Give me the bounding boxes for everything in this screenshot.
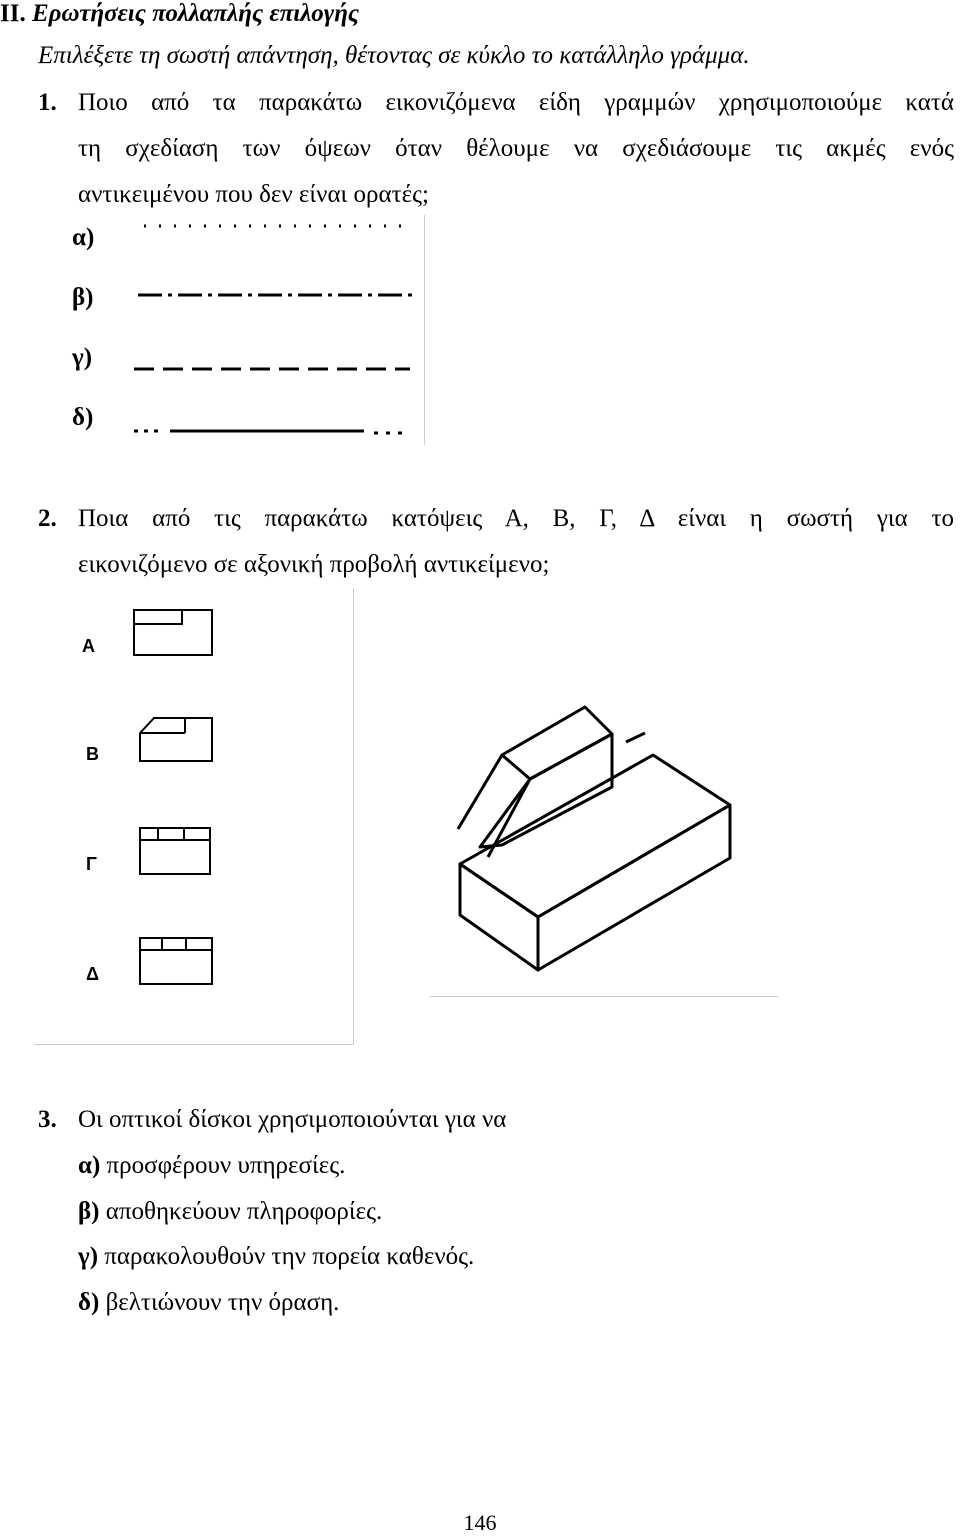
line-types-svg bbox=[126, 215, 424, 445]
section-instruction: Επιλέξετε τη σωστή απάντηση, θέτοντας σε κύκλο το κατάλληλο γράμμα. bbox=[38, 42, 750, 69]
section-title: Ερωτήσεις πολλαπλής επιλογής bbox=[31, 0, 360, 27]
question-3-option-a-text: προσφέρουν υπηρεσίες. bbox=[106, 1152, 346, 1179]
section-number: ΙΙ. bbox=[0, 0, 26, 27]
question-3-option-c bbox=[78, 1243, 474, 1271]
question-2-text-line-1: Ποια από τις παρακάτω κατόψεις Α, Β, Γ, Δ είναι η σωστή για το bbox=[78, 505, 954, 532]
question-3-option-b bbox=[78, 1198, 382, 1226]
question-1-option-d: δ) bbox=[72, 404, 94, 431]
base-right-face bbox=[538, 805, 730, 970]
view-label-c: Γ bbox=[86, 854, 97, 874]
question-3-option-b-letter: β) bbox=[78, 1198, 100, 1225]
upper-back-edge bbox=[626, 733, 645, 742]
view-label-a: A bbox=[82, 636, 95, 656]
question-1-text-line-1: Ποιο από τα παρακάτω εικονιζόμενα είδη γραμμών χρησιμοποιούμε κατά bbox=[78, 89, 954, 116]
plan-view-a bbox=[134, 610, 212, 655]
plan-view-c bbox=[140, 828, 210, 874]
plan-view-b bbox=[140, 718, 212, 761]
plan-view-d bbox=[140, 938, 212, 984]
question-1-text-line-3: αντικειμένου που δεν είναι ορατές; bbox=[78, 181, 429, 208]
question-3-number: 3. bbox=[38, 1106, 57, 1133]
question-3-option-d bbox=[78, 1289, 339, 1317]
axonometric-figure bbox=[430, 632, 778, 997]
question-1-number: 1. bbox=[38, 89, 57, 116]
view-label-d: Δ bbox=[86, 964, 99, 984]
question-2-number: 2. bbox=[38, 505, 57, 532]
question-3-text: Οι οπτικοί δίσκοι χρησιμοποιούνται για να bbox=[78, 1106, 507, 1133]
section-header bbox=[0, 0, 359, 28]
plan-view-a-notch bbox=[134, 610, 182, 624]
question-1-option-a: α) bbox=[72, 224, 95, 251]
question-3-option-a bbox=[78, 1152, 345, 1180]
view-label-b: B bbox=[86, 744, 99, 764]
question-1-option-b: β) bbox=[72, 284, 94, 311]
axonometric-svg bbox=[430, 632, 778, 996]
question-3-option-d-text: βελτιώνουν την όραση. bbox=[105, 1289, 340, 1316]
question-1-text-line-2: τη σχεδίαση των όψεων όταν θέλουμε να σχεδιάσουμε τις ακμές ενός bbox=[78, 135, 954, 162]
upper-slope-edge bbox=[458, 755, 502, 829]
question-2-text-line-2: εικονιζόμενο σε αξονική προβολή αντικείμενο; bbox=[78, 551, 550, 578]
page-number: 146 bbox=[463, 1510, 497, 1535]
base-left-face bbox=[460, 864, 538, 970]
question-3-option-b-text: αποθηκεύουν πληροφορίες. bbox=[105, 1198, 383, 1225]
line-types-figure bbox=[126, 215, 425, 445]
plan-views-figure bbox=[34, 588, 354, 1045]
question-3-option-c-text: παρακολουθούν την πορεία καθενός. bbox=[104, 1243, 475, 1270]
upper-slope-edge-2 bbox=[488, 779, 530, 857]
question-1-option-c: γ) bbox=[72, 344, 93, 371]
question-3-option-d-letter: δ) bbox=[78, 1289, 100, 1316]
plan-views-svg bbox=[34, 588, 353, 1044]
question-3-option-a-letter: α) bbox=[78, 1152, 101, 1179]
question-3-option-c-letter: γ) bbox=[78, 1243, 99, 1270]
